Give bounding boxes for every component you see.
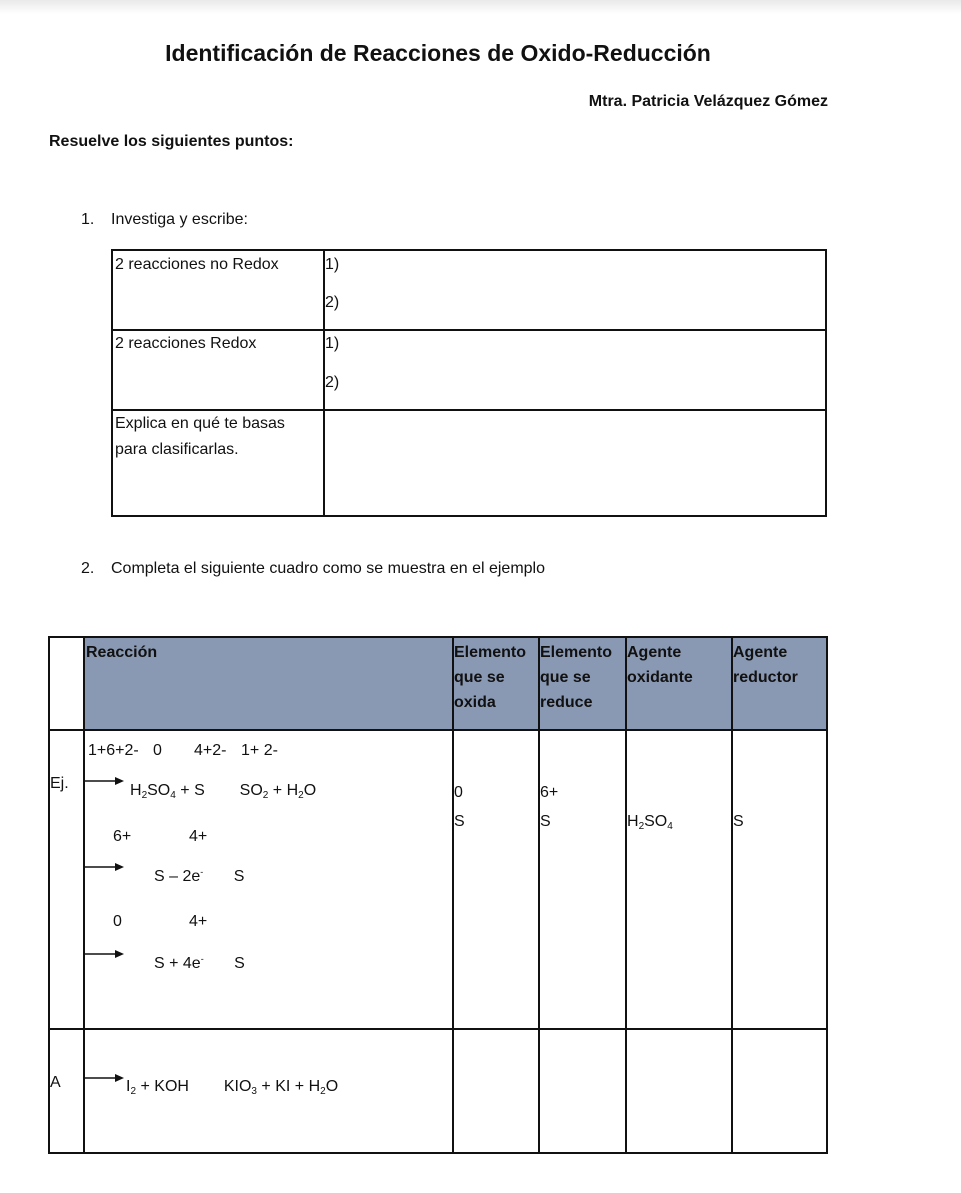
item-2-number: 2. — [81, 560, 95, 577]
item-2-text: Completa el siguiente cuadro como se muestra en el ejemplo — [111, 560, 546, 577]
instructions: Resuelve los siguientes puntos: — [49, 133, 294, 150]
research-table-rule — [113, 409, 825, 411]
header-reduced-element: Elemento que se reduce — [540, 644, 613, 711]
row-rule — [50, 1028, 826, 1030]
reaction-arrow-icon — [84, 949, 124, 959]
equation-row-a: $I_2$ + KOH $KIO_3$ + KI + $H_2O$ — [126, 1078, 339, 1097]
row-rule — [50, 729, 826, 731]
oxidation-state: 4+2- — [194, 742, 227, 759]
row-label-explain-line2: para clasificarlas. — [115, 441, 239, 458]
header-reaction: Reacción — [86, 644, 158, 661]
item-1-number: 1. — [81, 211, 95, 228]
row-label-example: Ej. — [50, 775, 69, 792]
oxidation-state: 0 — [153, 742, 162, 759]
research-table — [111, 249, 827, 517]
answer-slot-2: 2) — [325, 374, 340, 391]
oxidation-state: 6+ — [113, 828, 132, 845]
answer-slot-1: 1) — [325, 256, 340, 273]
col-rule — [625, 638, 627, 1152]
header-oxidizing-agent: Agente oxidante — [627, 644, 693, 686]
oxidation-state: 6+ — [540, 784, 559, 801]
row-label-a: A — [50, 1074, 61, 1091]
oxidation-state: 0 — [454, 784, 463, 801]
equation-main: $H_2SO_4 + S$ $SO_2 + H_2O$ — [130, 782, 317, 801]
redox-table — [48, 636, 828, 1154]
col-rule — [731, 638, 733, 1152]
header-oxidized-element: Elemento que se oxida — [454, 644, 527, 711]
oxidation-state: 0 — [113, 913, 122, 930]
answer-slot-1: 1) — [325, 335, 340, 352]
row-label-redox: 2 reacciones Redox — [115, 335, 257, 352]
oxidation-state: 1+6+2- — [88, 742, 139, 759]
col-rule — [538, 638, 540, 1152]
oxidation-state: 4+ — [189, 913, 208, 930]
answer-slot-2: 2) — [325, 294, 340, 311]
col-rule — [452, 638, 454, 1152]
research-table-rule — [113, 329, 825, 331]
top-bar — [0, 0, 961, 14]
example-oxidizing-agent: $H_2SO_4$ — [627, 813, 673, 832]
item-1-text: Investiga y escribe: — [111, 211, 248, 228]
row-label-no-redox: 2 reacciones no Redox — [115, 256, 279, 273]
page-title: Identificación de Reacciones de Oxido-Reducción — [165, 40, 711, 66]
example-reduced-element: S — [540, 813, 551, 830]
reaction-arrow-icon — [84, 1073, 124, 1083]
header-reducing-agent: Agente reductor — [733, 644, 798, 686]
author-name: Mtra. Patricia Velázquez Gómez — [588, 93, 828, 110]
example-oxidized-element: S — [454, 813, 465, 830]
item-1 — [81, 211, 248, 229]
oxidation-state: 4+ — [189, 828, 208, 845]
half-reaction-oxidation: S – 2e- S — [154, 867, 245, 885]
row-label-explain-line1: Explica en qué te basas — [115, 415, 285, 432]
reaction-arrow-icon — [84, 862, 124, 872]
reaction-arrow-icon — [84, 776, 124, 786]
item-2 — [81, 560, 545, 578]
oxidation-state: 1+ 2- — [241, 742, 278, 759]
example-reducing-agent: S — [733, 813, 744, 830]
half-reaction-reduction: S + 4e- S — [154, 954, 245, 972]
